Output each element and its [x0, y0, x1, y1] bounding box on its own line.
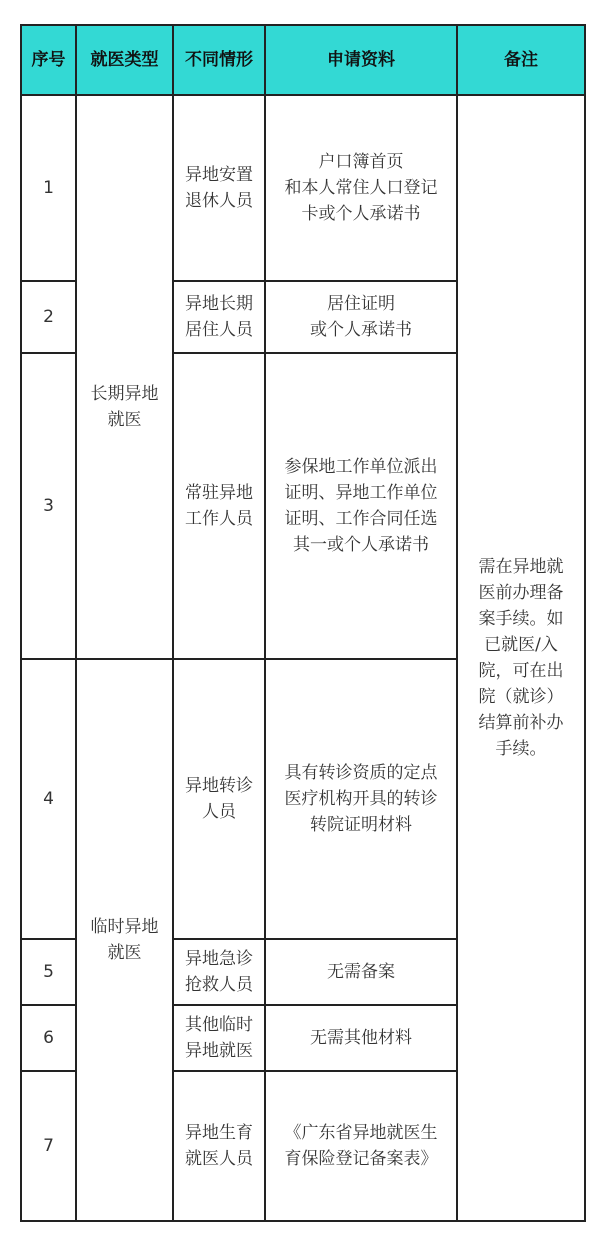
situation-cell: 异地急诊 抢救人员 [173, 939, 265, 1005]
materials-cell: 《广东省异地就医生 育保险登记备案表》 [265, 1071, 457, 1221]
header-medical-type: 就医类型 [76, 25, 173, 95]
situation-cell: 异地安置 退休人员 [173, 95, 265, 281]
table-row [21, 95, 585, 281]
row-number: 7 [21, 1071, 76, 1221]
row-number: 2 [21, 281, 76, 353]
header-serial: 序号 [21, 25, 76, 95]
situation-cell: 异地生育 就医人员 [173, 1071, 265, 1221]
table-header [21, 25, 585, 95]
materials-cell: 户口簿首页 和本人常住人口登记 卡或个人承诺书 [265, 95, 457, 281]
notes-cell: 需在异地就 医前办理备 案手续。如 已就医/入 院，可在出 院（就诊） 结算前补办 手续。 [457, 95, 585, 1221]
filing-requirements-table [20, 24, 586, 1222]
category-temporary-label: 临时异地 就医 [90, 917, 159, 963]
category-long-term-label: 长期异地 就医 [90, 384, 159, 430]
situation-cell: 异地转诊 人员 [173, 659, 265, 939]
materials-cell: 参保地工作单位派出 证明、异地工作单位 证明、工作合同任选 其一或个人承诺书 [265, 353, 457, 659]
situation-cell: 其他临时 异地就医 [173, 1005, 265, 1071]
row-number: 6 [21, 1005, 76, 1071]
row-number: 4 [21, 659, 76, 939]
row-number: 3 [21, 353, 76, 659]
category-long-term [76, 95, 173, 659]
header-materials: 申请资料 [265, 25, 457, 95]
situation-cell: 常驻异地 工作人员 [173, 353, 265, 659]
materials-cell: 具有转诊资质的定点 医疗机构开具的转诊 转院证明材料 [265, 659, 457, 939]
row-number: 5 [21, 939, 76, 1005]
header-notes: 备注 [457, 25, 585, 95]
materials-cell: 无需其他材料 [265, 1005, 457, 1071]
header-situation: 不同情形 [173, 25, 265, 95]
header-row [21, 25, 585, 95]
row-number: 1 [21, 95, 76, 281]
materials-cell: 无需备案 [265, 939, 457, 1005]
category-temporary [76, 659, 173, 1221]
materials-cell: 居住证明 或个人承诺书 [265, 281, 457, 353]
table-body [21, 95, 585, 1221]
situation-cell: 异地长期 居住人员 [173, 281, 265, 353]
